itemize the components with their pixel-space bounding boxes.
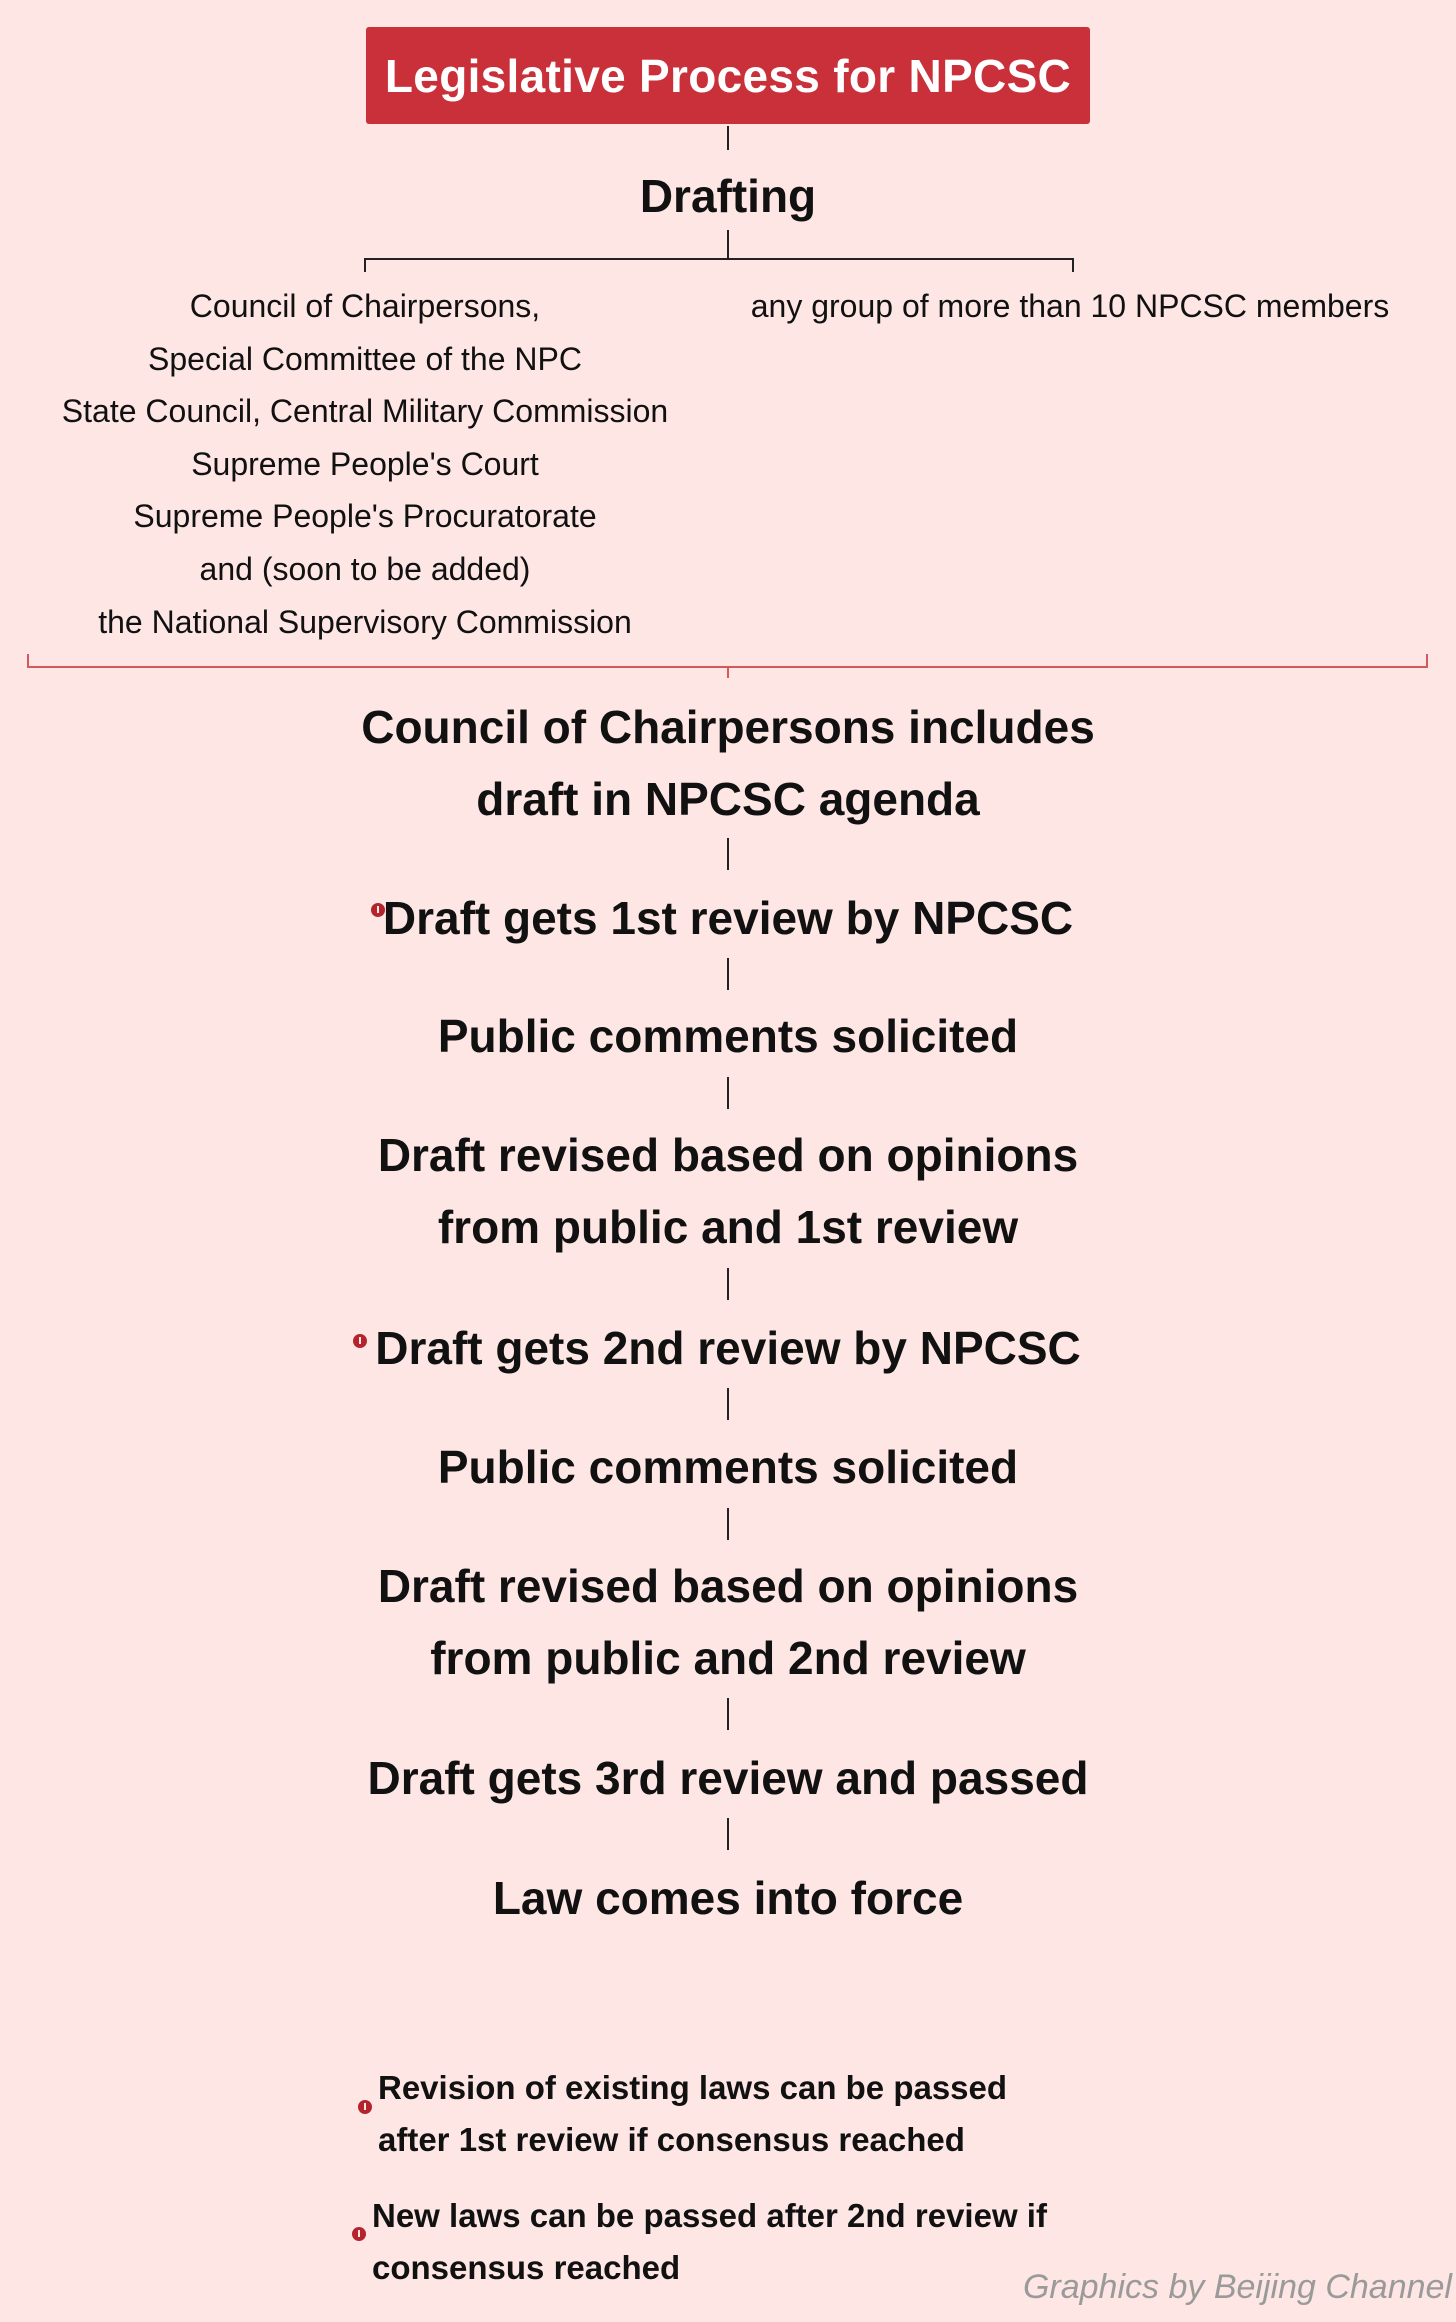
source-line: State Council, Central Military Commission	[61, 393, 669, 430]
drafting-source-right: any group of more than 10 NPCSC members	[750, 288, 1390, 324]
step-first-review: Draft gets 1st review by NPCSC	[382, 892, 1074, 944]
step-connector	[727, 958, 729, 990]
branch-left-tick	[364, 258, 366, 272]
branch-line	[364, 258, 1074, 260]
source-line: the National Supervisory Commission	[98, 603, 632, 640]
note-second-review: New laws can be passed after 2nd review if consensus reached	[372, 2197, 1047, 2286]
separator-left-tick	[27, 654, 29, 668]
step-revise-1: Draft revised based on opinions from public and 1st review	[377, 1129, 1079, 1253]
source-line: and (soon to be added)	[199, 550, 531, 587]
branch-right-tick	[1072, 258, 1074, 272]
note-marker-icon	[352, 2227, 366, 2241]
title-box	[366, 27, 1090, 124]
drafting-label: Drafting	[639, 170, 817, 222]
source-line: Supreme People's Procuratorate	[133, 498, 597, 535]
step-public-comments-2: Public comments solicited	[437, 1441, 1019, 1493]
source-line: Council of Chairpersons,	[189, 288, 541, 324]
credit-text: Graphics by Beijing Channel	[1022, 2268, 1452, 2306]
connector-title-drafting	[727, 126, 729, 150]
source-line: Supreme People's Court	[191, 445, 539, 482]
step-third-review: Draft gets 3rd review and passed	[367, 1752, 1089, 1804]
step-connector	[727, 838, 729, 870]
step-connector	[727, 1268, 729, 1300]
step-law-in-force: Law comes into force	[492, 1872, 964, 1924]
step-connector	[727, 1818, 729, 1850]
step-include-agenda: Council of Chairpersons includes draft in NPCSC agenda	[361, 701, 1095, 825]
drafting-sources-left	[15, 280, 715, 648]
separator-right-tick	[1426, 654, 1428, 668]
note-marker-icon	[358, 2100, 372, 2114]
page-title: Legislative Process for NPCSC	[384, 49, 1072, 102]
step-connector	[727, 1388, 729, 1420]
step-connector	[727, 1698, 729, 1730]
source-line: Special Committee of the NPC	[148, 340, 582, 377]
step-connector	[727, 1508, 729, 1540]
connector-drafting-branch	[727, 230, 729, 260]
separator-center-tick	[727, 668, 729, 678]
step-second-review: Draft gets 2nd review by NPCSC	[375, 1322, 1081, 1374]
step-connector	[727, 1077, 729, 1109]
step-revise-2: Draft revised based on opinions from public and 2nd review	[377, 1560, 1079, 1684]
note-first-review: Revision of existing laws can be passed after 1st review if consensus reached	[378, 2069, 1008, 2158]
step-public-comments-1: Public comments solicited	[437, 1010, 1019, 1062]
